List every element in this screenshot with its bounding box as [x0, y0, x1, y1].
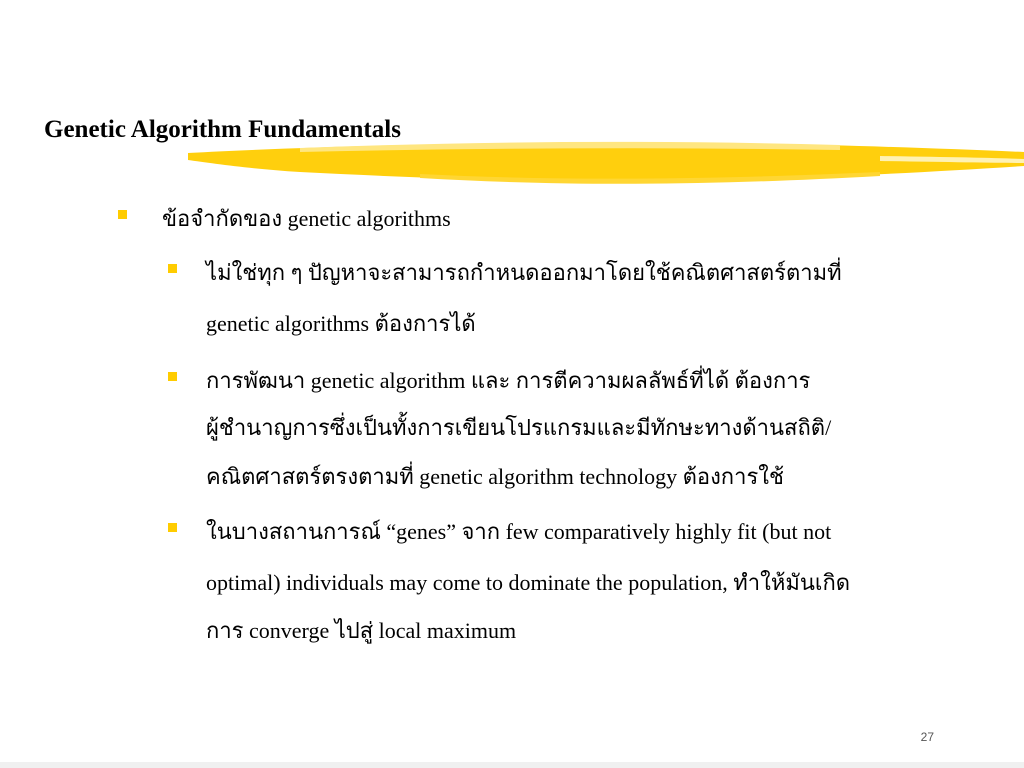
bullet-text-continuation: การ converge ไปสู่ local maximum [206, 618, 517, 643]
page-number: 27 [920, 730, 934, 744]
bottom-divider [0, 762, 1024, 768]
bullet-text: ไม่ใช่ทุก ๆ ปัญหาจะสามารถกำหนดออกมาโดยใช้คณิตศาสตร์ตามที่ [206, 260, 842, 285]
bullet-text: การพัฒนา genetic algorithm และ การตีความผลลัพธ์ที่ได้ ต้องการ [206, 368, 811, 393]
bullet-text-continuation: ผู้ชำนาญการซึ่งเป็นทั้งการเขียนโปรแกรมและมีทักษะทางด้านสถิติ/ [206, 415, 832, 440]
bullet-text: ข้อจำกัดของ genetic algorithms [162, 206, 451, 231]
slide-title: Genetic Algorithm Fundamentals [44, 116, 401, 143]
bullet-square-icon [168, 523, 177, 532]
bullet-text-continuation: optimal) individuals may come to dominate the population, ทำให้มันเกิด [206, 570, 851, 595]
bullet-text-continuation: genetic algorithms ต้องการได้ [206, 311, 476, 336]
bullet-text-continuation: คณิตศาสตร์ตรงตามที่ genetic algorithm technology ต้องการใช้ [206, 464, 784, 489]
bullet-square-icon [118, 210, 127, 219]
bullet-text: ในบางสถานการณ์ “genes” จาก few comparatively highly fit (but not [206, 519, 832, 544]
bullet-square-icon [168, 372, 177, 381]
bullet-square-icon [168, 264, 177, 273]
